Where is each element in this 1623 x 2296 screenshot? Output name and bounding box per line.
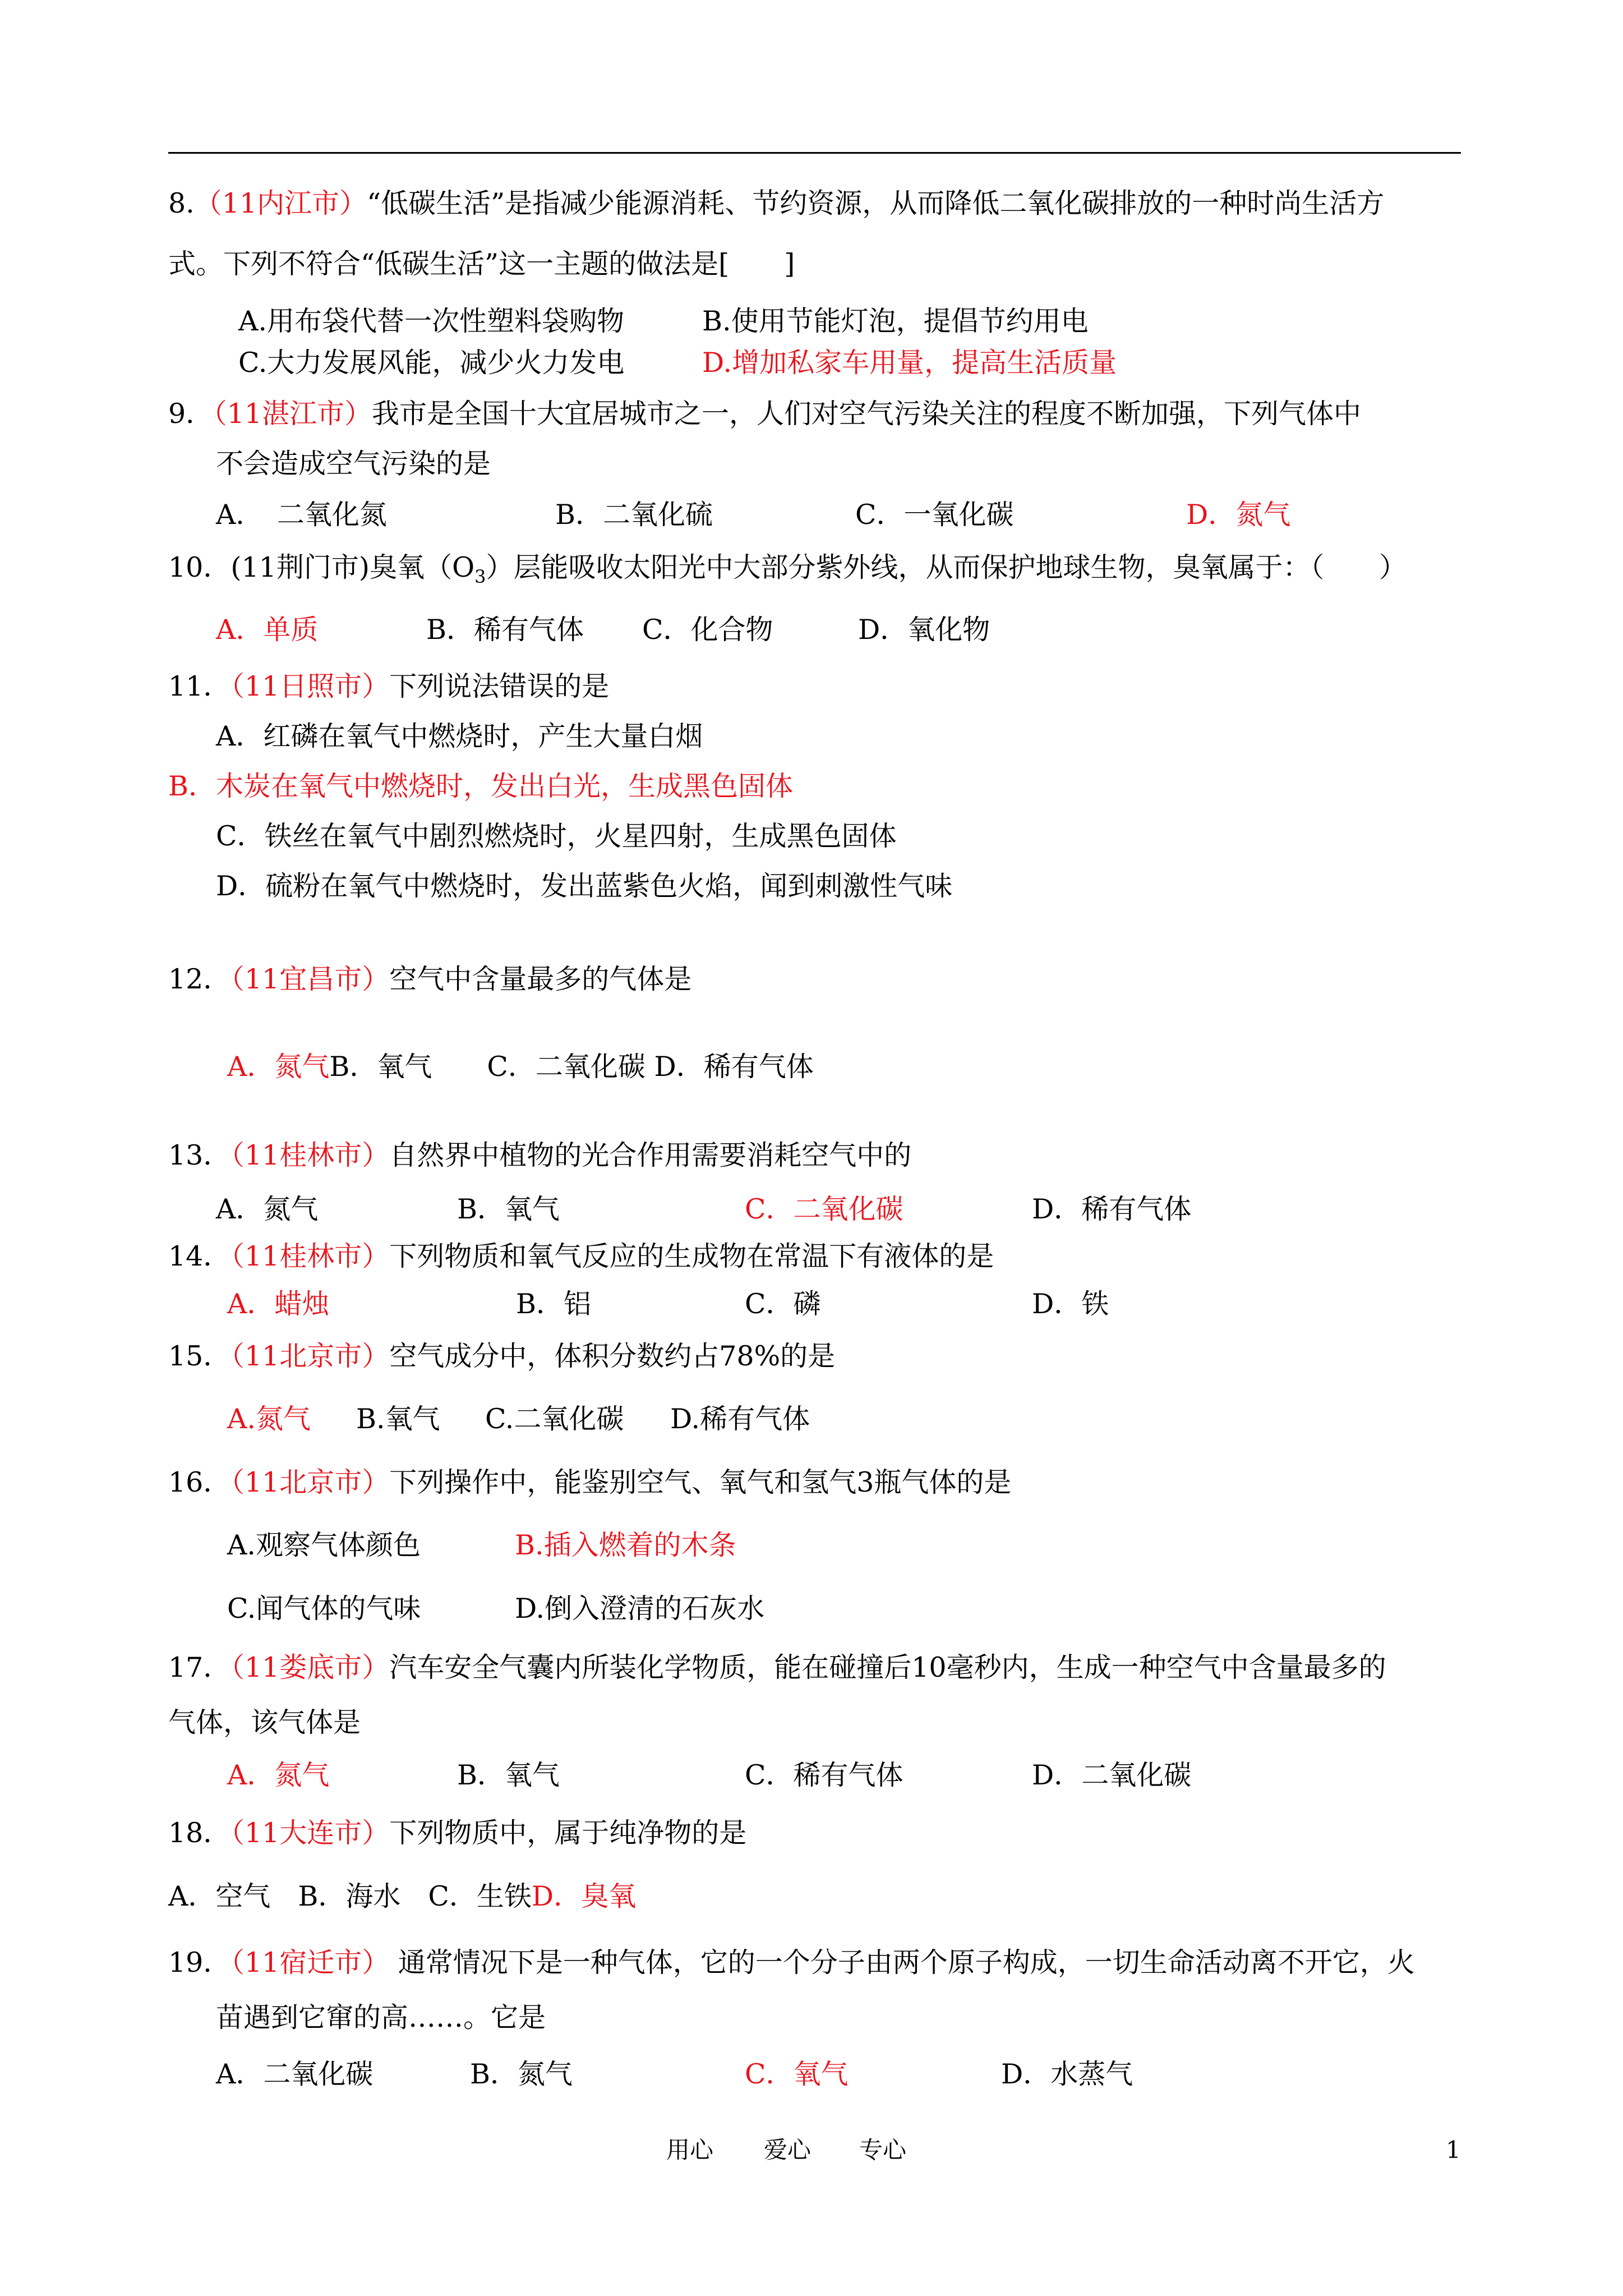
q18-option-d: D．臭氧 <box>531 1880 637 1912</box>
q18-source: （11大连市） <box>230 1817 390 1849</box>
q8-number: 8. <box>168 187 195 219</box>
q15-option-a: A.氮气 <box>227 1403 311 1435</box>
q19-number: 19． <box>168 1947 231 1978</box>
q18-line1 <box>168 1816 746 1850</box>
q8-option-c: C.大力发展风能，减少火力发电 <box>238 347 625 379</box>
q12-options-rest: B．氧气 C．二氧化碳 D．稀有气体 <box>329 1051 814 1083</box>
q17-option-c: C．稀有气体 <box>745 1759 903 1791</box>
q12-option-a: A．氮气 <box>227 1051 330 1083</box>
q9-option-a: A． 二氧化氮 <box>216 499 387 531</box>
q8-option-d: D.增加私家车用量，提高生活质量 <box>702 347 1117 379</box>
q19-source: （11宿迁市） <box>230 1947 390 1978</box>
footer-text-aixin: 爱心 <box>764 2136 811 2164</box>
q8-line1 <box>168 187 1384 220</box>
q11-number: 11． <box>168 670 231 702</box>
q10-line1 <box>168 551 1407 593</box>
q13-option-b: B．氧气 <box>457 1193 560 1225</box>
q8-stem-cont: 式。下列不符合“低碳生活”这一主题的做法是[ ] <box>168 248 795 280</box>
q17-option-a: A．氮气 <box>227 1759 330 1791</box>
q14-option-d: D．铁 <box>1032 1288 1109 1320</box>
q19-line1 <box>168 1946 1415 1980</box>
q13-source: （11桂林市） <box>230 1139 390 1171</box>
q18-options <box>168 1880 636 1913</box>
q10-option-c: C．化合物 <box>642 614 773 646</box>
q15-source: （11北京市） <box>230 1340 390 1372</box>
footer-text-yongxin: 用心 <box>666 2136 714 2164</box>
q18-number: 18． <box>168 1817 231 1849</box>
q10-stem: 臭氧（O <box>369 551 475 583</box>
q13-stem: 自然界中植物的光合作用需要消耗空气中的 <box>389 1139 912 1171</box>
q9-stem-cont: 不会造成空气污染的是 <box>216 448 491 480</box>
q15-line1 <box>168 1340 835 1373</box>
q10-stem-cont: ）层能吸收太阳光中大部分紫外线，从而保护地球生物，臭氧属于：（ ） <box>486 551 1407 583</box>
q15-number: 15． <box>168 1340 231 1372</box>
q14-line1 <box>168 1240 994 1273</box>
q17-number: 17． <box>168 1651 231 1683</box>
q19-stem-cont: 苗遇到它窜的高……。它是 <box>216 2001 546 2033</box>
q13-option-d: D．稀有气体 <box>1032 1193 1192 1225</box>
q16-option-a: A.观察气体颜色 <box>227 1529 421 1561</box>
q8-stem: “低碳生活”是指减少能源消耗、节约资源，从而降低二氧化碳排放的一种时尚生活方 <box>367 187 1385 219</box>
q13-line1 <box>168 1139 911 1172</box>
q16-option-c: C.闻气体的气味 <box>227 1593 421 1625</box>
footer-text-zhuanxin: 专心 <box>859 2136 907 2164</box>
q16-option-d: D.倒入澄清的石灰水 <box>515 1593 765 1625</box>
q10-number: 10． <box>168 551 231 583</box>
q11-line1 <box>168 670 609 703</box>
q17-source: （11娄底市） <box>230 1651 390 1683</box>
q9-source: （11湛江市） <box>213 398 372 430</box>
q9-option-d: D．氮气 <box>1186 499 1291 531</box>
q15-stem: 空气成分中，体积分数约占78%的是 <box>389 1340 836 1372</box>
q13-number: 13． <box>168 1139 231 1171</box>
q17-option-d: D．二氧化碳 <box>1032 1759 1192 1791</box>
q17-stem: 汽车安全气囊内所装化学物质，能在碰撞后10毫秒内，生成一种空气中含量最多的 <box>389 1651 1386 1683</box>
q15-option-b: B.氧气 <box>356 1403 440 1435</box>
q19-option-b: B．氮气 <box>470 2058 573 2090</box>
q14-source: （11桂林市） <box>230 1240 390 1272</box>
q10-subscript: 3 <box>474 565 486 587</box>
q12-options <box>227 1050 814 1084</box>
q12-stem: 空气中含量最多的气体是 <box>389 963 692 995</box>
page-number: 1 <box>1446 2136 1461 2164</box>
q9-option-c: C．一氧化碳 <box>855 499 1014 531</box>
q11-option-d: D．硫粉在氧气中燃烧时，发出蓝紫色火焰，闻到刺激性气味 <box>216 870 953 902</box>
q12-number: 12． <box>168 963 231 995</box>
q19-option-d: D．水蒸气 <box>1001 2058 1133 2090</box>
q8-source: （11内江市） <box>194 187 367 219</box>
q19-stem: 通常情况下是一种气体，它的一个分子由两个原子构成，一切生命活动离不开它，火 <box>389 1947 1415 1978</box>
q8-option-b: B.使用节能灯泡，提倡节约用电 <box>702 305 1089 337</box>
q13-option-c: C．二氧化碳 <box>745 1193 903 1225</box>
q19-option-c: C．氧气 <box>745 2058 849 2090</box>
q9-stem: 我市是全国十大宜居城市之一，人们对空气污染关注的程度不断加强，下列气体中 <box>372 398 1362 430</box>
q17-stem-cont: 气体，该气体是 <box>168 1706 361 1738</box>
q15-option-d: D.稀有气体 <box>670 1403 810 1435</box>
q14-option-a: A．蜡烛 <box>227 1288 330 1320</box>
q17-line1 <box>168 1651 1386 1685</box>
q11-source: （11日照市） <box>230 670 390 702</box>
q11-option-a: A．红磷在氧气中燃烧时，产生大量白烟 <box>216 720 703 752</box>
q9-option-b: B．二氧化硫 <box>555 499 713 531</box>
q10-option-d: D．氧化物 <box>858 614 990 646</box>
q8-option-a: A.用布袋代替一次性塑料袋购物 <box>238 305 624 337</box>
q11-option-b: B．木炭在氧气中燃烧时，发出白光，生成黑色固体 <box>168 770 794 802</box>
q15-option-c: C.二氧化碳 <box>485 1403 624 1435</box>
q14-stem: 下列物质和氧气反应的生成物在常温下有液体的是 <box>389 1240 994 1272</box>
q18-stem: 下列物质中，属于纯净物的是 <box>389 1817 747 1849</box>
q13-option-a: A．氮气 <box>216 1193 319 1225</box>
q19-option-a: A．二氧化碳 <box>216 2058 374 2090</box>
q17-option-b: B．氧气 <box>457 1759 560 1791</box>
q16-stem: 下列操作中，能鉴别空气、氧气和氢气3瓶气体的是 <box>389 1466 1012 1498</box>
q12-line1 <box>168 963 691 996</box>
q14-number: 14． <box>168 1240 231 1272</box>
q11-stem: 下列说法错误的是 <box>389 670 610 702</box>
q16-source: （11北京市） <box>230 1466 390 1498</box>
q14-option-c: C．磷 <box>745 1288 821 1320</box>
q16-number: 16． <box>168 1466 231 1498</box>
q10-option-a: A．单质 <box>216 614 319 646</box>
q14-option-b: B．铝 <box>516 1288 592 1320</box>
header-rule <box>168 152 1461 154</box>
q10-source: (11荆门市) <box>230 551 370 583</box>
q12-source: （11宜昌市） <box>230 963 390 995</box>
q16-option-b: B.插入燃着的木条 <box>515 1529 736 1561</box>
q18-options-rest: A．空气 B．海水 C．生铁 <box>168 1880 532 1912</box>
q9-number: 9． <box>168 398 214 430</box>
q9-line1 <box>168 397 1361 431</box>
q11-option-c: C．铁丝在氧气中剧烈燃烧时，火星四射，生成黑色固体 <box>216 820 897 852</box>
q10-option-b: B．稀有气体 <box>426 614 584 646</box>
q16-line1 <box>168 1466 1011 1499</box>
